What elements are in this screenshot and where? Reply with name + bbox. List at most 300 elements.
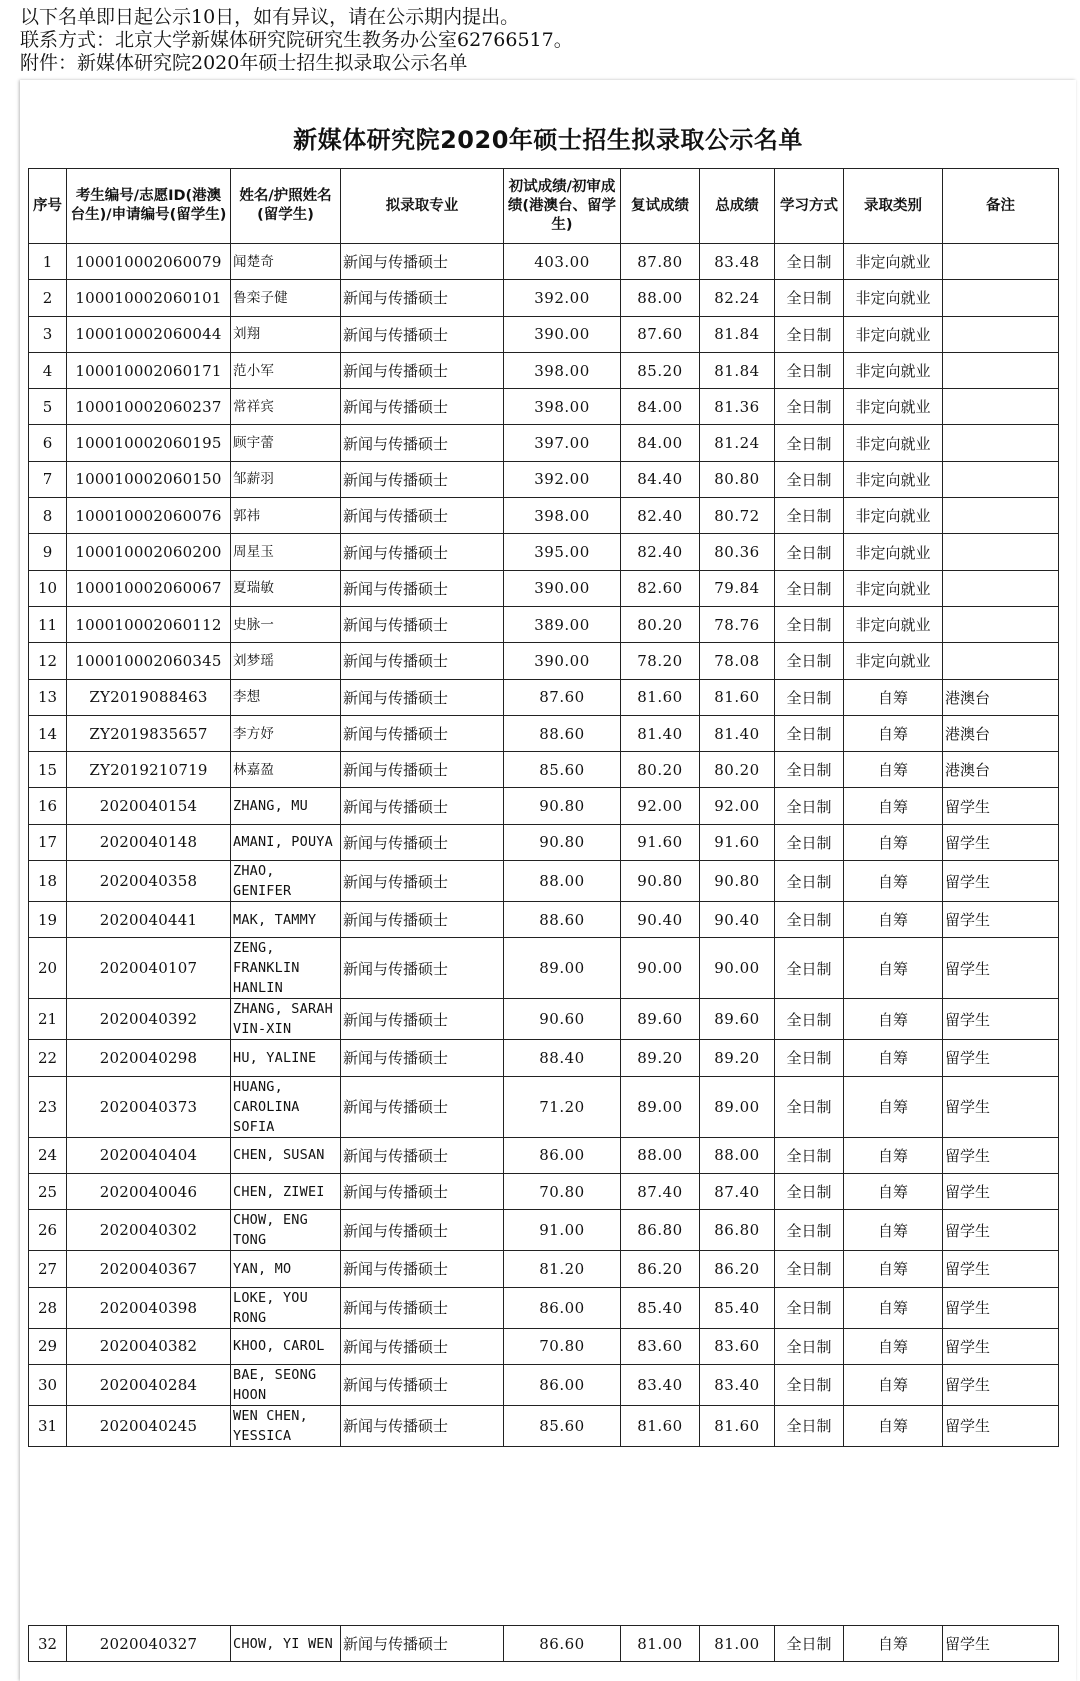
- cell-study-mode: 全日制: [775, 606, 844, 642]
- cell-retest-score: 78.20: [621, 643, 700, 679]
- cell-initial-score: 398.00: [504, 498, 621, 534]
- cell-total-score: 81.84: [700, 316, 775, 352]
- cell-retest-score: 86.80: [621, 1210, 700, 1251]
- cell-exam-id: 2020040358: [67, 861, 231, 902]
- cell-exam-id: 2020040367: [67, 1251, 231, 1287]
- cell-exam-id: 2020040046: [67, 1173, 231, 1209]
- cell-major: 新闻与传播硕士: [341, 1287, 504, 1328]
- cell-study-mode: 全日制: [775, 244, 844, 280]
- cell-study-mode: 全日制: [775, 425, 844, 461]
- cell-seq: 11: [29, 606, 67, 642]
- cell-retest-score: 90.00: [621, 938, 700, 999]
- table-row: [29, 1076, 1059, 1137]
- cell-study-mode: 全日制: [775, 280, 844, 316]
- cell-exam-id: 2020040441: [67, 902, 231, 938]
- cell-admission-type: 非定向就业: [844, 534, 943, 570]
- cell-admission-type: 自筹: [844, 1328, 943, 1364]
- cell-retest-score: 81.60: [621, 1405, 700, 1446]
- cell-seq: 13: [29, 679, 67, 715]
- cell-name: 闻楚奇: [231, 244, 341, 280]
- cell-seq: 8: [29, 498, 67, 534]
- table-row: [29, 352, 1059, 388]
- cell-total-score: 85.40: [700, 1287, 775, 1328]
- cell-initial-score: 390.00: [504, 316, 621, 352]
- cell-remarks: [943, 425, 1059, 461]
- table-row: [29, 1137, 1059, 1173]
- cell-total-score: 80.80: [700, 461, 775, 497]
- cell-initial-score: 90.80: [504, 824, 621, 860]
- cell-initial-score: 91.00: [504, 1210, 621, 1251]
- cell-name: ZHANG, SARAH VIN-XIN: [231, 999, 341, 1040]
- table-row: [29, 244, 1059, 280]
- cell-remarks: 留学生: [943, 902, 1059, 938]
- cell-major: 新闻与传播硕士: [341, 498, 504, 534]
- cell-study-mode: 全日制: [775, 1173, 844, 1209]
- cell-initial-score: 86.60: [504, 1626, 621, 1662]
- cell-admission-type: 非定向就业: [844, 244, 943, 280]
- cell-study-mode: 全日制: [775, 1251, 844, 1287]
- cell-remarks: 留学生: [943, 1251, 1059, 1287]
- cell-total-score: 81.60: [700, 1405, 775, 1446]
- cell-name: 林嘉盈: [231, 752, 341, 788]
- cell-initial-score: 88.00: [504, 861, 621, 902]
- cell-admission-type: 自筹: [844, 788, 943, 824]
- cell-initial-score: 90.80: [504, 788, 621, 824]
- cell-initial-score: 70.80: [504, 1328, 621, 1364]
- cell-name: KHOO, CAROL: [231, 1328, 341, 1364]
- cell-study-mode: 全日制: [775, 316, 844, 352]
- cell-seq: 12: [29, 643, 67, 679]
- cell-total-score: 81.00: [700, 1626, 775, 1662]
- cell-seq: 22: [29, 1040, 67, 1076]
- cell-name: 史脉一: [231, 606, 341, 642]
- cell-name: ZHANG, MU: [231, 788, 341, 824]
- cell-remarks: [943, 244, 1059, 280]
- cell-name: AMANI, POUYA: [231, 824, 341, 860]
- table-row: [29, 1287, 1059, 1328]
- cell-retest-score: 92.00: [621, 788, 700, 824]
- cell-remarks: 港澳台: [943, 715, 1059, 751]
- cell-initial-score: 86.00: [504, 1364, 621, 1405]
- cell-remarks: 留学生: [943, 1210, 1059, 1251]
- table-row: [29, 389, 1059, 425]
- cell-major: 新闻与传播硕士: [341, 1076, 504, 1137]
- cell-exam-id: 100010002060345: [67, 643, 231, 679]
- cell-retest-score: 87.60: [621, 316, 700, 352]
- cell-initial-score: 397.00: [504, 425, 621, 461]
- cell-seq: 30: [29, 1364, 67, 1405]
- table-row: [29, 498, 1059, 534]
- table-row: [29, 606, 1059, 642]
- cell-seq: 7: [29, 461, 67, 497]
- cell-admission-type: 非定向就业: [844, 498, 943, 534]
- cell-seq: 14: [29, 715, 67, 751]
- cell-initial-score: 85.60: [504, 1405, 621, 1446]
- cell-retest-score: 88.00: [621, 280, 700, 316]
- cell-seq: 9: [29, 534, 67, 570]
- cell-seq: 6: [29, 425, 67, 461]
- cell-study-mode: 全日制: [775, 1076, 844, 1137]
- cell-exam-id: 100010002060200: [67, 534, 231, 570]
- cell-retest-score: 82.60: [621, 570, 700, 606]
- cell-study-mode: 全日制: [775, 461, 844, 497]
- cell-major: 新闻与传播硕士: [341, 352, 504, 388]
- cell-admission-type: 自筹: [844, 861, 943, 902]
- cell-study-mode: 全日制: [775, 1040, 844, 1076]
- cell-exam-id: 100010002060067: [67, 570, 231, 606]
- cell-total-score: 89.00: [700, 1076, 775, 1137]
- cell-exam-id: ZY2019088463: [67, 679, 231, 715]
- cell-retest-score: 82.40: [621, 498, 700, 534]
- cell-exam-id: ZY2019210719: [67, 752, 231, 788]
- cell-initial-score: 81.20: [504, 1251, 621, 1287]
- cell-name: LOKE, YOU RONG: [231, 1287, 341, 1328]
- cell-seq: 25: [29, 1173, 67, 1209]
- table-row: [29, 280, 1059, 316]
- notice-line-1: 以下名单即日起公示10日，如有异议，请在公示期内提出。: [20, 6, 520, 28]
- table-row: [29, 461, 1059, 497]
- cell-major: 新闻与传播硕士: [341, 1173, 504, 1209]
- cell-remarks: 港澳台: [943, 752, 1059, 788]
- cell-retest-score: 84.00: [621, 425, 700, 461]
- header-initial-score: 初试成绩/初审成绩(港澳台、留学生): [504, 169, 621, 244]
- notice-line-2: 联系方式：北京大学新媒体研究院研究生教务办公室62766517。: [20, 29, 573, 51]
- cell-admission-type: 自筹: [844, 902, 943, 938]
- cell-admission-type: 非定向就业: [844, 389, 943, 425]
- cell-admission-type: 自筹: [844, 999, 943, 1040]
- cell-seq: 19: [29, 902, 67, 938]
- cell-seq: 29: [29, 1328, 67, 1364]
- cell-study-mode: 全日制: [775, 570, 844, 606]
- cell-initial-score: 89.00: [504, 938, 621, 999]
- cell-initial-score: 86.00: [504, 1287, 621, 1328]
- cell-total-score: 89.60: [700, 999, 775, 1040]
- cell-remarks: 留学生: [943, 1137, 1059, 1173]
- table-row: [29, 999, 1059, 1040]
- cell-retest-score: 87.80: [621, 244, 700, 280]
- cell-total-score: 80.72: [700, 498, 775, 534]
- cell-remarks: [943, 280, 1059, 316]
- cell-exam-id: 2020040284: [67, 1364, 231, 1405]
- cell-admission-type: 自筹: [844, 1287, 943, 1328]
- header-remarks: 备注: [943, 169, 1059, 244]
- cell-study-mode: 全日制: [775, 1137, 844, 1173]
- cell-study-mode: 全日制: [775, 1364, 844, 1405]
- cell-remarks: [943, 461, 1059, 497]
- cell-initial-score: 398.00: [504, 389, 621, 425]
- cell-major: 新闻与传播硕士: [341, 1210, 504, 1251]
- cell-major: 新闻与传播硕士: [341, 679, 504, 715]
- cell-remarks: 留学生: [943, 999, 1059, 1040]
- table-row: [29, 1173, 1059, 1209]
- cell-remarks: 留学生: [943, 938, 1059, 999]
- table-row: [29, 715, 1059, 751]
- cell-admission-type: 自筹: [844, 1040, 943, 1076]
- cell-name: 鲁栾子健: [231, 280, 341, 316]
- cell-seq: 1: [29, 244, 67, 280]
- cell-name: 郭祎: [231, 498, 341, 534]
- table-row: [29, 570, 1059, 606]
- cell-admission-type: 自筹: [844, 1076, 943, 1137]
- cell-exam-id: 2020040245: [67, 1405, 231, 1446]
- document-title: 新媒体研究院2020年硕士招生拟录取公示名单: [293, 126, 803, 154]
- cell-remarks: 留学生: [943, 1173, 1059, 1209]
- cell-exam-id: 2020040398: [67, 1287, 231, 1328]
- cell-admission-type: 非定向就业: [844, 570, 943, 606]
- cell-seq: 21: [29, 999, 67, 1040]
- cell-name: CHOW, ENG TONG: [231, 1210, 341, 1251]
- cell-retest-score: 81.60: [621, 679, 700, 715]
- header-retest-score: 复试成绩: [621, 169, 700, 244]
- cell-study-mode: 全日制: [775, 679, 844, 715]
- cell-total-score: 86.80: [700, 1210, 775, 1251]
- cell-admission-type: 自筹: [844, 824, 943, 860]
- cell-major: 新闻与传播硕士: [341, 1364, 504, 1405]
- cell-study-mode: 全日制: [775, 938, 844, 999]
- cell-retest-score: 89.20: [621, 1040, 700, 1076]
- cell-seq: 28: [29, 1287, 67, 1328]
- cell-seq: 15: [29, 752, 67, 788]
- cell-major: 新闻与传播硕士: [341, 715, 504, 751]
- cell-exam-id: 100010002060195: [67, 425, 231, 461]
- cell-major: 新闻与传播硕士: [341, 1040, 504, 1076]
- cell-admission-type: 非定向就业: [844, 352, 943, 388]
- cell-name: ZENG, FRANKLIN HANLIN: [231, 938, 341, 999]
- cell-name: 李方妤: [231, 715, 341, 751]
- cell-total-score: 81.84: [700, 352, 775, 388]
- cell-retest-score: 88.00: [621, 1137, 700, 1173]
- cell-major: 新闻与传播硕士: [341, 861, 504, 902]
- cell-retest-score: 85.20: [621, 352, 700, 388]
- cell-retest-score: 83.40: [621, 1364, 700, 1405]
- cell-seq: 27: [29, 1251, 67, 1287]
- cell-exam-id: ZY2019835657: [67, 715, 231, 751]
- cell-retest-score: 80.20: [621, 752, 700, 788]
- cell-initial-score: 70.80: [504, 1173, 621, 1209]
- cell-initial-score: 390.00: [504, 643, 621, 679]
- cell-name: CHEN, SUSAN: [231, 1137, 341, 1173]
- cell-name: WEN CHEN, YESSICA: [231, 1405, 341, 1446]
- cell-exam-id: 100010002060112: [67, 606, 231, 642]
- cell-major: 新闻与传播硕士: [341, 788, 504, 824]
- cell-total-score: 81.36: [700, 389, 775, 425]
- cell-name: 夏瑞敏: [231, 570, 341, 606]
- table-row: [29, 1328, 1059, 1364]
- cell-name: 邹薪羽: [231, 461, 341, 497]
- cell-total-score: 80.36: [700, 534, 775, 570]
- cell-admission-type: 非定向就业: [844, 643, 943, 679]
- cell-admission-type: 自筹: [844, 679, 943, 715]
- cell-total-score: 87.40: [700, 1173, 775, 1209]
- cell-study-mode: 全日制: [775, 715, 844, 751]
- cell-remarks: 留学生: [943, 1626, 1059, 1662]
- cell-initial-score: 88.40: [504, 1040, 621, 1076]
- cell-admission-type: 自筹: [844, 938, 943, 999]
- cell-total-score: 78.76: [700, 606, 775, 642]
- cell-exam-id: 100010002060044: [67, 316, 231, 352]
- table-row: [29, 824, 1059, 860]
- cell-admission-type: 自筹: [844, 715, 943, 751]
- cell-study-mode: 全日制: [775, 389, 844, 425]
- cell-initial-score: 86.00: [504, 1137, 621, 1173]
- cell-exam-id: 100010002060079: [67, 244, 231, 280]
- cell-major: 新闻与传播硕士: [341, 425, 504, 461]
- cell-retest-score: 80.20: [621, 606, 700, 642]
- cell-remarks: [943, 316, 1059, 352]
- cell-major: 新闻与传播硕士: [341, 570, 504, 606]
- cell-seq: 10: [29, 570, 67, 606]
- cell-admission-type: 自筹: [844, 1405, 943, 1446]
- cell-major: 新闻与传播硕士: [341, 389, 504, 425]
- cell-remarks: 留学生: [943, 1076, 1059, 1137]
- cell-retest-score: 91.60: [621, 824, 700, 860]
- header-study-mode: 学习方式: [775, 169, 844, 244]
- cell-total-score: 83.40: [700, 1364, 775, 1405]
- cell-remarks: [943, 570, 1059, 606]
- cell-major: 新闻与传播硕士: [341, 824, 504, 860]
- table-header-row: [29, 169, 1059, 244]
- table-row: [29, 861, 1059, 902]
- cell-total-score: 90.80: [700, 861, 775, 902]
- table-row: [29, 788, 1059, 824]
- cell-major: 新闻与传播硕士: [341, 316, 504, 352]
- cell-remarks: 港澳台: [943, 679, 1059, 715]
- cell-initial-score: 392.00: [504, 461, 621, 497]
- cell-study-mode: 全日制: [775, 498, 844, 534]
- cell-study-mode: 全日制: [775, 1210, 844, 1251]
- cell-total-score: 80.20: [700, 752, 775, 788]
- cell-seq: 23: [29, 1076, 67, 1137]
- cell-study-mode: 全日制: [775, 861, 844, 902]
- cell-name: 顾宇蕾: [231, 425, 341, 461]
- table-row: [29, 1210, 1059, 1251]
- cell-remarks: 留学生: [943, 824, 1059, 860]
- cell-major: 新闻与传播硕士: [341, 938, 504, 999]
- cell-name: ZHAO, GENIFER: [231, 861, 341, 902]
- cell-study-mode: 全日制: [775, 788, 844, 824]
- table-row: [29, 679, 1059, 715]
- cell-initial-score: 87.60: [504, 679, 621, 715]
- cell-remarks: 留学生: [943, 1287, 1059, 1328]
- cell-exam-id: 2020040404: [67, 1137, 231, 1173]
- cell-total-score: 90.00: [700, 938, 775, 999]
- cell-admission-type: 非定向就业: [844, 316, 943, 352]
- cell-seq: 31: [29, 1405, 67, 1446]
- cell-retest-score: 83.60: [621, 1328, 700, 1364]
- cell-study-mode: 全日制: [775, 902, 844, 938]
- cell-initial-score: 88.60: [504, 902, 621, 938]
- cell-major: 新闻与传播硕士: [341, 902, 504, 938]
- cell-study-mode: 全日制: [775, 352, 844, 388]
- cell-seq: 18: [29, 861, 67, 902]
- cell-major: 新闻与传播硕士: [341, 280, 504, 316]
- header-seq: 序号: [29, 169, 67, 244]
- admission-table-continued: [28, 1625, 1059, 1662]
- cell-total-score: 86.20: [700, 1251, 775, 1287]
- cell-total-score: 78.08: [700, 643, 775, 679]
- cell-retest-score: 86.20: [621, 1251, 700, 1287]
- header-admission-type: 录取类别: [844, 169, 943, 244]
- cell-retest-score: 90.80: [621, 861, 700, 902]
- header-total-score: 总成绩: [700, 169, 775, 244]
- table-row: [29, 752, 1059, 788]
- cell-initial-score: 71.20: [504, 1076, 621, 1137]
- cell-admission-type: 非定向就业: [844, 461, 943, 497]
- table-row: [29, 1405, 1059, 1446]
- cell-total-score: 90.40: [700, 902, 775, 938]
- table-row: [29, 534, 1059, 570]
- notice-line-3: 附件：新媒体研究院2020年硕士招生拟录取公示名单: [20, 52, 468, 74]
- cell-remarks: 留学生: [943, 788, 1059, 824]
- cell-study-mode: 全日制: [775, 752, 844, 788]
- cell-retest-score: 81.00: [621, 1626, 700, 1662]
- cell-name: MAK, TAMMY: [231, 902, 341, 938]
- cell-exam-id: 100010002060171: [67, 352, 231, 388]
- cell-total-score: 81.24: [700, 425, 775, 461]
- cell-initial-score: 90.60: [504, 999, 621, 1040]
- cell-initial-score: 395.00: [504, 534, 621, 570]
- cell-exam-id: 2020040107: [67, 938, 231, 999]
- cell-remarks: [943, 352, 1059, 388]
- table-row: [29, 643, 1059, 679]
- cell-study-mode: 全日制: [775, 1626, 844, 1662]
- cell-exam-id: 2020040327: [67, 1626, 231, 1662]
- cell-admission-type: 自筹: [844, 1210, 943, 1251]
- cell-initial-score: 398.00: [504, 352, 621, 388]
- cell-initial-score: 403.00: [504, 244, 621, 280]
- cell-remarks: 留学生: [943, 1364, 1059, 1405]
- cell-retest-score: 82.40: [621, 534, 700, 570]
- cell-retest-score: 89.60: [621, 999, 700, 1040]
- cell-admission-type: 自筹: [844, 752, 943, 788]
- cell-seq: 32: [29, 1626, 67, 1662]
- cell-initial-score: 88.60: [504, 715, 621, 751]
- cell-exam-id: 2020040154: [67, 788, 231, 824]
- cell-seq: 26: [29, 1210, 67, 1251]
- cell-major: 新闻与传播硕士: [341, 1328, 504, 1364]
- cell-total-score: 83.60: [700, 1328, 775, 1364]
- table-row: [29, 902, 1059, 938]
- table-row: [29, 938, 1059, 999]
- cell-seq: 24: [29, 1137, 67, 1173]
- cell-retest-score: 81.40: [621, 715, 700, 751]
- cell-major: 新闻与传播硕士: [341, 1137, 504, 1173]
- cell-name: YAN, MO: [231, 1251, 341, 1287]
- cell-total-score: 82.24: [700, 280, 775, 316]
- cell-study-mode: 全日制: [775, 824, 844, 860]
- cell-major: 新闻与传播硕士: [341, 999, 504, 1040]
- header-major: 拟录取专业: [341, 169, 504, 244]
- cell-total-score: 81.60: [700, 679, 775, 715]
- cell-exam-id: 2020040392: [67, 999, 231, 1040]
- cell-name: HU, YALINE: [231, 1040, 341, 1076]
- cell-total-score: 83.48: [700, 244, 775, 280]
- cell-exam-id: 2020040298: [67, 1040, 231, 1076]
- cell-retest-score: 90.40: [621, 902, 700, 938]
- cell-initial-score: 390.00: [504, 570, 621, 606]
- cell-major: 新闻与传播硕士: [341, 534, 504, 570]
- cell-major: 新闻与传播硕士: [341, 244, 504, 280]
- cell-major: 新闻与传播硕士: [341, 1626, 504, 1662]
- cell-seq: 4: [29, 352, 67, 388]
- cell-name: 常祥宾: [231, 389, 341, 425]
- cell-remarks: 留学生: [943, 861, 1059, 902]
- cell-admission-type: 非定向就业: [844, 425, 943, 461]
- cell-study-mode: 全日制: [775, 1328, 844, 1364]
- cell-total-score: 81.40: [700, 715, 775, 751]
- cell-initial-score: 389.00: [504, 606, 621, 642]
- cell-seq: 16: [29, 788, 67, 824]
